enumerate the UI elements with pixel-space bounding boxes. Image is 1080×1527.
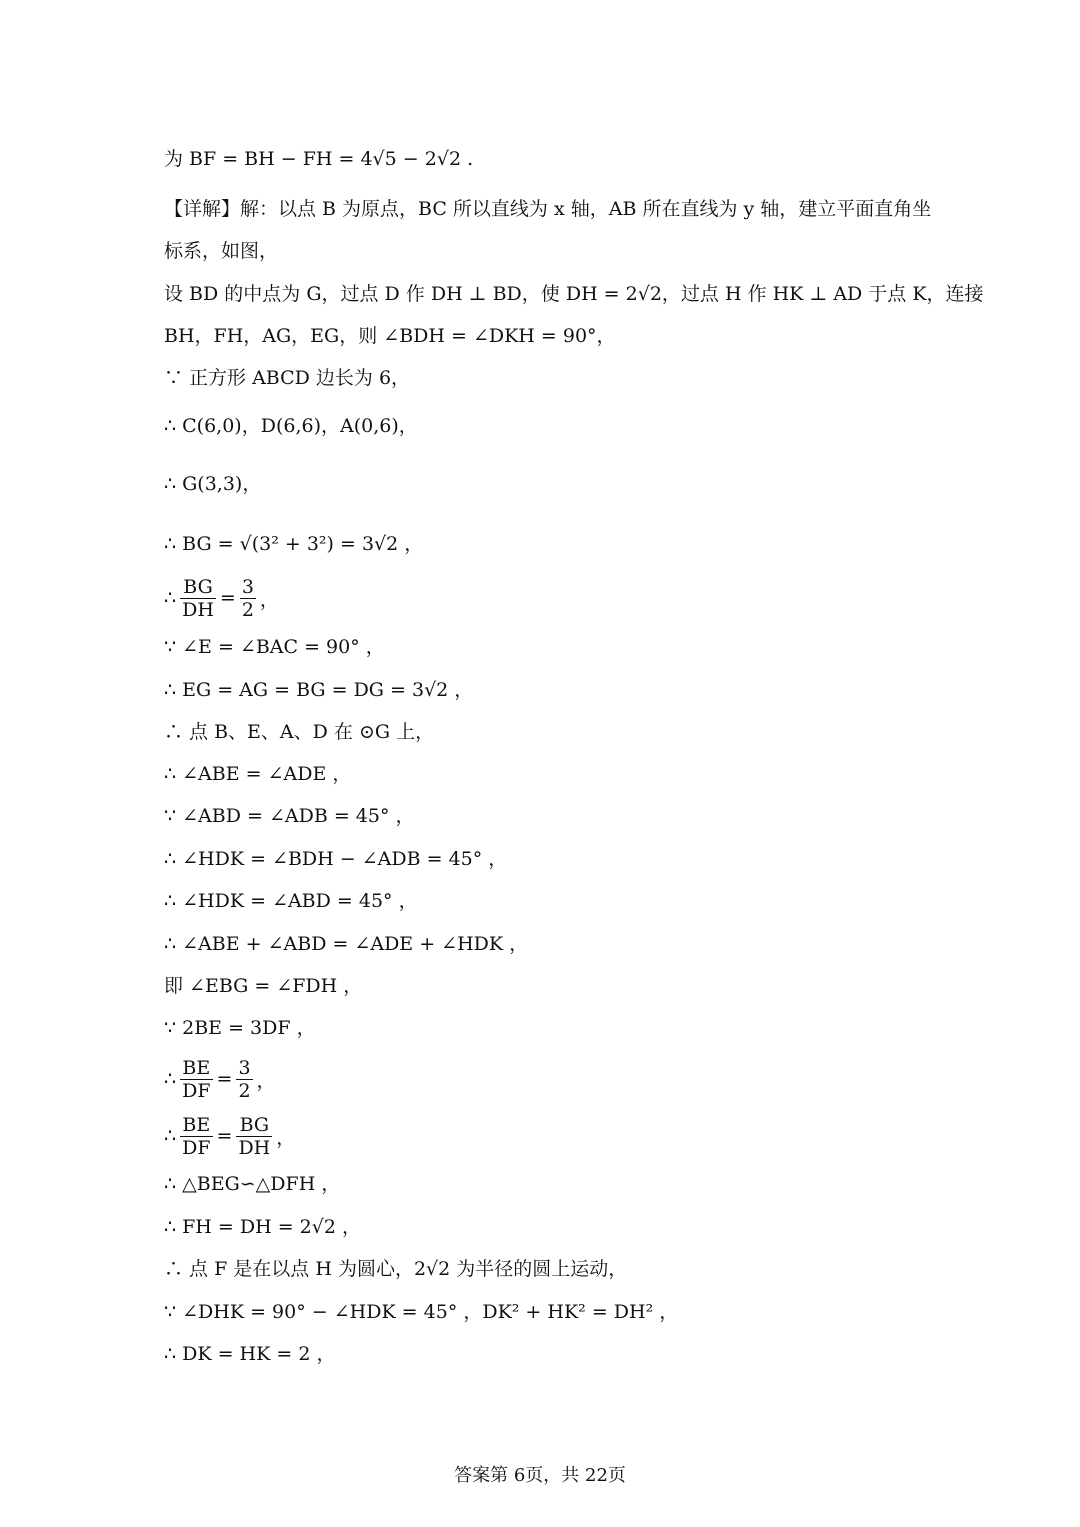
text-line-20: ∴ △BEG∽△DFH ， bbox=[164, 1173, 341, 1195]
text-line-24: ∴ DK = HK = 2 ， bbox=[164, 1343, 336, 1365]
fraction bbox=[236, 1114, 272, 1159]
numerator: 3 bbox=[241, 575, 254, 598]
text-line-21: ∴ FH = DH = 2√2 ， bbox=[164, 1216, 362, 1238]
text-line-3: 标系，如图， bbox=[164, 240, 279, 262]
text-line-9: ∴ BG = √(3² + 3²) = 3√2 ， bbox=[164, 533, 424, 555]
text-line-15: ∴ ∠HDK = ∠BDH − ∠ADB = 45° ， bbox=[164, 848, 508, 870]
denominator: DH bbox=[182, 598, 214, 621]
comma: ， bbox=[259, 588, 279, 611]
text-line-8: ∴ G(3,3)， bbox=[164, 473, 262, 495]
denominator: 2 bbox=[241, 598, 254, 621]
text-line-16: ∴ ∠HDK = ∠ABD = 45° ， bbox=[164, 890, 418, 912]
therefore-symbol: ∴ bbox=[164, 587, 177, 609]
text-line-4: 设 BD 的中点为 G，过点 D 作 DH ⊥ BD，使 DH = 2√2，过点 H 作 HK ⊥ AD 于点 K，连接 bbox=[164, 283, 984, 305]
text-line-14: ∵ ∠ABD = ∠ADB = 45° ， bbox=[164, 805, 415, 827]
text-line-18: 即 ∠EBG = ∠FDH ， bbox=[164, 975, 363, 997]
comma: ， bbox=[276, 1126, 296, 1149]
fraction bbox=[180, 1114, 212, 1159]
denominator: DF bbox=[182, 1136, 211, 1159]
text-line-10: ∵ ∠E = ∠BAC = 90° ， bbox=[164, 636, 385, 658]
text-line-22: ∴ 点 F 是在以点 H 为圆心，2√2 为半径的圆上运动， bbox=[164, 1258, 628, 1280]
fraction-line-3 bbox=[164, 1108, 924, 1164]
page-footer: 答案第 6页，共 22页 bbox=[454, 1465, 626, 1486]
equals-sign: = bbox=[216, 1068, 233, 1090]
numerator: BE bbox=[180, 1114, 212, 1137]
fraction bbox=[180, 576, 216, 621]
text-line-2: 【详解】解：以点 B 为原点，BC 所以直线为 x 轴，AB 所在直线为 y 轴，建立平面直角坐 bbox=[164, 198, 932, 220]
comma: ， bbox=[256, 1069, 276, 1092]
therefore-symbol: ∴ bbox=[164, 1068, 177, 1090]
numerator: BE bbox=[180, 1057, 212, 1080]
equals-sign: = bbox=[216, 1125, 233, 1147]
numerator: BG bbox=[236, 1114, 272, 1137]
fraction bbox=[236, 1057, 252, 1102]
equals-sign: = bbox=[219, 587, 236, 609]
therefore-symbol: ∴ bbox=[164, 1125, 177, 1147]
text-line-17: ∴ ∠ABE + ∠ABD = ∠ADE + ∠HDK ， bbox=[164, 933, 529, 955]
fraction bbox=[180, 1057, 212, 1102]
text-line-11: ∴ EG = AG = BG = DG = 3√2 ， bbox=[164, 679, 474, 701]
text-line-5: BH，FH，AG，EG，则 ∠BDH = ∠DKH = 90°， bbox=[164, 325, 616, 347]
fraction-line-2 bbox=[164, 1051, 924, 1107]
text-line-6: ∵ 正方形 ABCD 边长为 6， bbox=[164, 367, 411, 389]
numerator: BG bbox=[180, 576, 216, 599]
fraction-line-1 bbox=[164, 570, 924, 626]
fraction bbox=[240, 576, 256, 621]
numerator: 3 bbox=[238, 1056, 251, 1079]
text-line-23: ∵ ∠DHK = 90° − ∠HDK = 45° ，DK² + HK² = DH² ， bbox=[164, 1301, 679, 1323]
text-line-13: ∴ ∠ABE = ∠ADE ， bbox=[164, 763, 352, 785]
text-line-12: ∴ 点 B、E、A、D 在 ⊙G 上， bbox=[164, 721, 435, 743]
text-line-1: 为 BF = BH − FH = 4√5 − 2√2 . bbox=[164, 148, 474, 170]
denominator: DH bbox=[238, 1136, 271, 1159]
text-line-19: ∵ 2BE = 3DF ， bbox=[164, 1017, 316, 1039]
denominator: 2 bbox=[238, 1079, 251, 1102]
text-line-7: ∴ C(6,0)，D(6,6)，A(0,6)， bbox=[164, 415, 418, 437]
denominator: DF bbox=[182, 1079, 211, 1102]
